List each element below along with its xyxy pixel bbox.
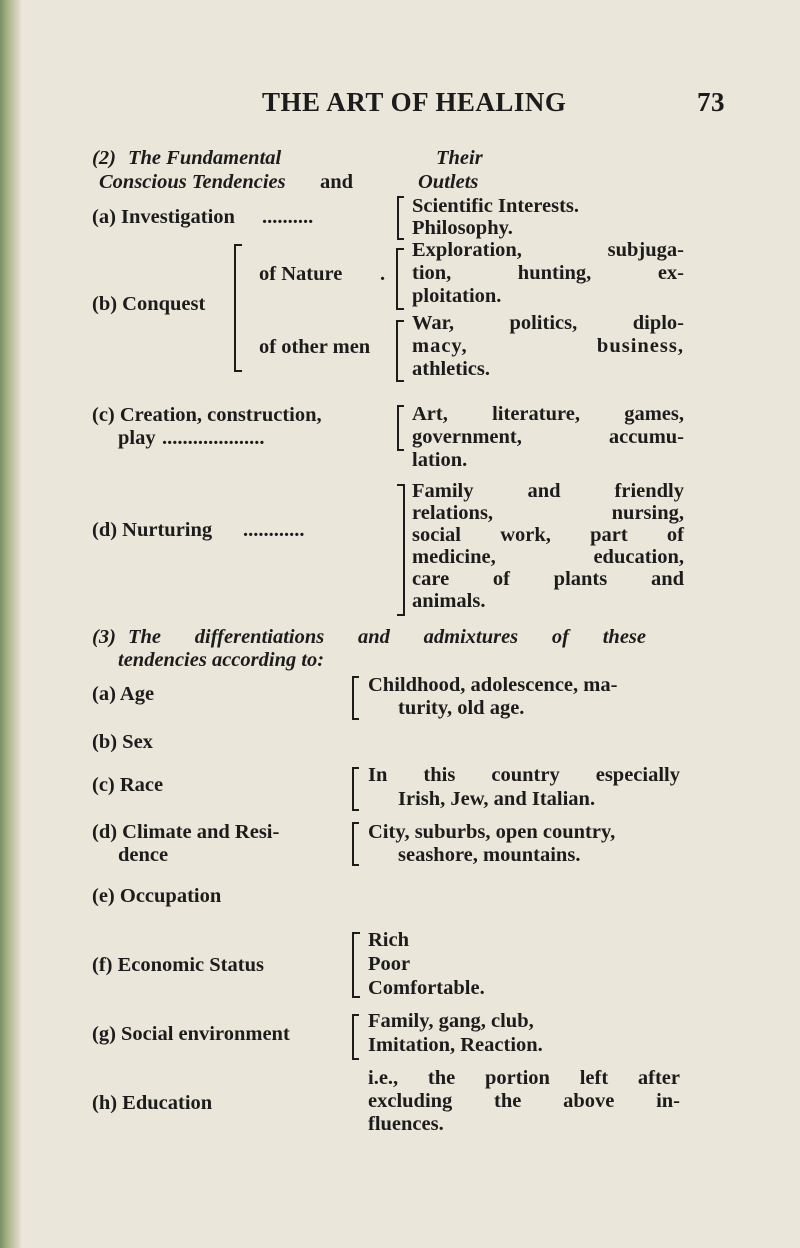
conquest-nature-line-2: tion, hunting, ex- <box>412 262 684 284</box>
section-2-right-heading-1: Their <box>436 147 483 169</box>
nurturing-dots: ............ <box>243 519 305 541</box>
nurturing-line-2: relations, nursing, <box>412 502 684 524</box>
sex-label: (b) Sex <box>92 731 153 753</box>
climate-brace <box>352 822 359 866</box>
economic-status-line-1: Rich <box>368 929 409 951</box>
nurturing-line-5: care of plants and <box>412 568 684 590</box>
conquest-nature-dots: . <box>380 263 386 285</box>
race-line-2: Irish, Jew, and Italian. <box>398 788 596 810</box>
conquest-men-line-1: War, politics, diplo- <box>412 312 684 334</box>
section-3-number: (3) <box>92 626 116 648</box>
climate-label-1: (d) Climate and Resi- <box>92 821 280 843</box>
age-brace <box>352 676 359 720</box>
conquest-label: (b) Conquest <box>92 293 206 315</box>
conquest-brace <box>234 244 242 372</box>
section-2-left-heading-2: Conscious Tendencies <box>99 171 286 193</box>
section-2-left-heading-1: The Fundamental <box>128 147 282 169</box>
education-label: (h) Education <box>92 1092 213 1114</box>
economic-status-label: (f) Economic Status <box>92 954 264 976</box>
nurturing-brace <box>397 484 405 616</box>
age-line-1: Childhood, adolescence, ma- <box>368 674 618 696</box>
creation-line-3: lation. <box>412 449 468 471</box>
conquest-men-line-3: athletics. <box>412 358 490 380</box>
conquest-men-label: of other men <box>259 336 371 358</box>
creation-label-1: (c) Creation, construction, <box>92 404 322 426</box>
conquest-men-line-2: macy, business, <box>412 335 684 357</box>
nurturing-line-4: medicine, education, <box>412 546 684 568</box>
section-2-and: and <box>320 171 354 193</box>
nurturing-line-3: social work, part of <box>412 524 684 546</box>
education-line-1: i.e., the portion left after <box>368 1067 680 1089</box>
race-line-1: In this country especially <box>368 764 680 786</box>
social-environment-label: (g) Social environment <box>92 1023 290 1045</box>
creation-dots: .................... <box>162 427 265 449</box>
section-3-title-2: tendencies according to: <box>118 649 325 671</box>
conquest-nature-brace <box>396 248 404 310</box>
section-2-number: (2) <box>92 147 116 169</box>
nurturing-line-1: Family and friendly <box>412 480 684 502</box>
climate-line-1: City, suburbs, open country, <box>368 821 616 843</box>
investigation-dots: .......... <box>262 206 314 228</box>
section-3-title-1: The differentiations and admixtures of these <box>128 626 646 648</box>
conquest-men-brace <box>396 320 404 382</box>
social-environment-line-2: Imitation, Reaction. <box>368 1034 543 1056</box>
investigation-label: (a) Investigation <box>92 206 235 228</box>
economic-status-line-2: Poor <box>368 953 411 975</box>
education-line-3: fluences. <box>368 1113 444 1135</box>
nurturing-label: (d) Nurturing <box>92 519 213 541</box>
social-environment-brace <box>352 1014 359 1060</box>
conquest-nature-label: of Nature <box>259 263 343 285</box>
investigation-outlet-1: Scientific Interests. <box>412 195 580 217</box>
nurturing-line-6: animals. <box>412 590 486 612</box>
economic-status-line-3: Comfortable. <box>368 977 485 999</box>
investigation-brace <box>397 196 404 240</box>
section-2-right-heading-2: Outlets <box>418 171 479 193</box>
climate-line-2: seashore, mountains. <box>398 844 581 866</box>
running-header-title: THE ART OF HEALING <box>262 87 567 117</box>
age-line-2: turity, old age. <box>398 697 525 719</box>
occupation-label: (e) Occupation <box>92 885 222 907</box>
conquest-nature-line-3: ploitation. <box>412 285 502 307</box>
creation-line-2: government, accumu- <box>412 426 684 448</box>
economic-status-brace <box>352 932 360 998</box>
race-brace <box>352 767 359 811</box>
social-environment-line-1: Family, gang, club, <box>368 1010 534 1032</box>
education-line-2: excluding the above in- <box>368 1090 680 1112</box>
creation-line-1: Art, literature, games, <box>412 403 684 425</box>
race-label: (c) Race <box>92 774 164 796</box>
conquest-nature-line-1: Exploration, subjuga- <box>412 239 684 261</box>
creation-brace <box>397 405 404 451</box>
creation-label-2: play <box>118 427 156 449</box>
page-number: 73 <box>697 87 725 117</box>
investigation-outlet-2: Philosophy. <box>412 217 513 239</box>
climate-label-2: dence <box>118 844 169 866</box>
page-spine-edge <box>0 0 22 1248</box>
age-label: (a) Age <box>92 683 155 705</box>
